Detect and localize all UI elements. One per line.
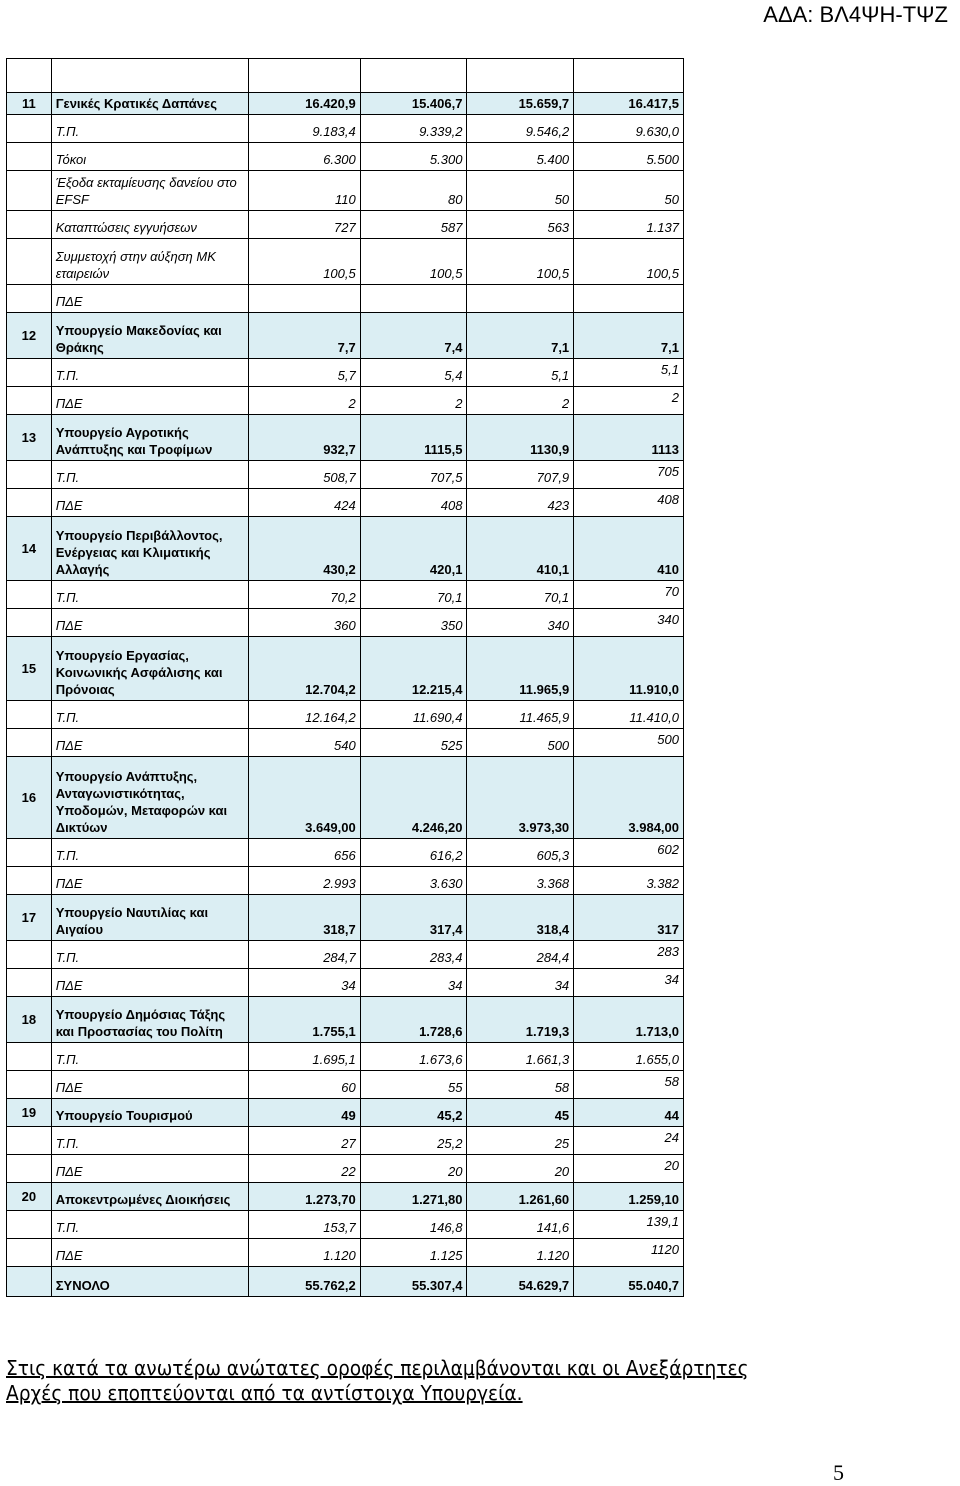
value-cell-year-4: 3.984,00 [574, 757, 684, 839]
value-cell-year-1: 60 [248, 1071, 360, 1099]
ministry-row [7, 637, 684, 701]
value-cell-year-1 [248, 59, 360, 93]
row-label: Τ.Π. [51, 115, 248, 143]
row-index: 13 [7, 415, 52, 461]
value-cell-year-3: 1.261,60 [467, 1183, 574, 1211]
value-cell-year-2: 25,2 [360, 1127, 467, 1155]
value-cell-year-4: 20 [574, 1155, 684, 1183]
value-cell-year-1: 318,7 [248, 895, 360, 941]
value-cell-year-2: 1.728,6 [360, 997, 467, 1043]
value-cell-year-3: 1.661,3 [467, 1043, 574, 1071]
table-row [7, 969, 684, 997]
page-number: 5 [833, 1460, 844, 1485]
value-cell-year-1: 1.273,70 [248, 1183, 360, 1211]
table-row [7, 1211, 684, 1239]
ministry-row [7, 1099, 684, 1127]
row-label: ΠΔΕ [51, 609, 248, 637]
value-cell-year-3: 141,6 [467, 1211, 574, 1239]
value-cell-year-2: 55 [360, 1071, 467, 1099]
row-index [7, 1155, 52, 1183]
value-cell-year-2 [360, 285, 467, 313]
row-index: 19 [7, 1099, 52, 1127]
row-label: Τ.Π. [51, 1043, 248, 1071]
table-row [7, 359, 684, 387]
table-row [7, 171, 684, 211]
row-index: 17 [7, 895, 52, 941]
value-cell-year-3: 5.400 [467, 143, 574, 171]
value-cell-year-1: 16.420,9 [248, 93, 360, 115]
table-row [7, 115, 684, 143]
row-label: Υπουργείο Τουρισμού [51, 1099, 248, 1127]
row-index [7, 729, 52, 757]
row-index: 14 [7, 517, 52, 581]
value-cell-year-4: 317 [574, 895, 684, 941]
value-cell-year-1: 70,2 [248, 581, 360, 609]
value-cell-year-1: 284,7 [248, 941, 360, 969]
row-index [7, 867, 52, 895]
table-row [7, 941, 684, 969]
row-label: Υπουργείο Μακεδονίας και Θράκης [51, 313, 248, 359]
value-cell-year-4: 34 [574, 969, 684, 997]
value-cell-year-3: 15.659,7 [467, 93, 574, 115]
value-cell-year-3: 25 [467, 1127, 574, 1155]
value-cell-year-3: 9.546,2 [467, 115, 574, 143]
row-index [7, 1071, 52, 1099]
value-cell-year-3: 284,4 [467, 941, 574, 969]
row-label: Τ.Π. [51, 359, 248, 387]
value-cell-year-1: 2 [248, 387, 360, 415]
value-cell-year-4: 1113 [574, 415, 684, 461]
value-cell-year-1: 727 [248, 211, 360, 239]
row-index [7, 59, 52, 93]
row-index [7, 211, 52, 239]
value-cell-year-3: 100,5 [467, 239, 574, 285]
value-cell-year-3 [467, 59, 574, 93]
value-cell-year-1: 9.183,4 [248, 115, 360, 143]
ministry-row [7, 895, 684, 941]
value-cell-year-2: 2 [360, 387, 467, 415]
value-cell-year-1: 49 [248, 1099, 360, 1127]
value-cell-year-1: 7,7 [248, 313, 360, 359]
value-cell-year-4: 11.910,0 [574, 637, 684, 701]
value-cell-year-4: 11.410,0 [574, 701, 684, 729]
row-index [7, 1239, 52, 1267]
row-label: ΠΔΕ [51, 867, 248, 895]
value-cell-year-3: 2 [467, 387, 574, 415]
value-cell-year-2: 3.630 [360, 867, 467, 895]
row-index [7, 839, 52, 867]
value-cell-year-2: 20 [360, 1155, 467, 1183]
value-cell-year-2: 100,5 [360, 239, 467, 285]
value-cell-year-1: 6.300 [248, 143, 360, 171]
value-cell-year-3: 20 [467, 1155, 574, 1183]
value-cell-year-4: 16.417,5 [574, 93, 684, 115]
value-cell-year-1: 430,2 [248, 517, 360, 581]
value-cell-year-1: 12.164,2 [248, 701, 360, 729]
row-label: Τ.Π. [51, 1211, 248, 1239]
value-cell-year-3: 58 [467, 1071, 574, 1099]
table-row [7, 1155, 684, 1183]
value-cell-year-4: 3.382 [574, 867, 684, 895]
row-index: 18 [7, 997, 52, 1043]
value-cell-year-3: 605,3 [467, 839, 574, 867]
table-row [7, 59, 684, 93]
value-cell-year-2: 525 [360, 729, 467, 757]
ministry-row [7, 313, 684, 359]
value-cell-year-3: 563 [467, 211, 574, 239]
table-row [7, 1239, 684, 1267]
value-cell-year-3: 1.719,3 [467, 997, 574, 1043]
value-cell-year-2 [360, 59, 467, 93]
value-cell-year-2: 5,4 [360, 359, 467, 387]
table-row [7, 461, 684, 489]
value-cell-year-1: 55.762,2 [248, 1267, 360, 1297]
value-cell-year-4 [574, 59, 684, 93]
value-cell-year-1: 2.993 [248, 867, 360, 895]
value-cell-year-3: 7,1 [467, 313, 574, 359]
row-label: ΠΔΕ [51, 489, 248, 517]
total-row [7, 1267, 684, 1297]
table-row [7, 701, 684, 729]
row-label: ΠΔΕ [51, 1239, 248, 1267]
ministry-row [7, 1183, 684, 1211]
value-cell-year-3: 70,1 [467, 581, 574, 609]
table-row [7, 1071, 684, 1099]
row-index [7, 461, 52, 489]
value-cell-year-4: 5.500 [574, 143, 684, 171]
row-index [7, 1127, 52, 1155]
row-index [7, 171, 52, 211]
value-cell-year-1: 34 [248, 969, 360, 997]
value-cell-year-4: 340 [574, 609, 684, 637]
value-cell-year-1: 5,7 [248, 359, 360, 387]
value-cell-year-1: 100,5 [248, 239, 360, 285]
ministry-row [7, 415, 684, 461]
value-cell-year-3: 500 [467, 729, 574, 757]
value-cell-year-2: 12.215,4 [360, 637, 467, 701]
row-label: Έξοδα εκταμίευσης δανείου στο EFSF [51, 171, 248, 211]
value-cell-year-1: 1.120 [248, 1239, 360, 1267]
value-cell-year-4: 55.040,7 [574, 1267, 684, 1297]
ministry-row [7, 997, 684, 1043]
row-label: ΠΔΕ [51, 969, 248, 997]
value-cell-year-2: 587 [360, 211, 467, 239]
ada-identifier: ΑΔΑ: ΒΛ4ΨΗ-ΤΨΖ [763, 2, 948, 27]
value-cell-year-2: 350 [360, 609, 467, 637]
value-cell-year-4: 283 [574, 941, 684, 969]
row-label: Τ.Π. [51, 1127, 248, 1155]
row-index [7, 489, 52, 517]
value-cell-year-4: 1.655,0 [574, 1043, 684, 1071]
value-cell-year-4: 44 [574, 1099, 684, 1127]
row-index [7, 387, 52, 415]
row-index [7, 581, 52, 609]
row-label: Τ.Π. [51, 701, 248, 729]
value-cell-year-2: 34 [360, 969, 467, 997]
value-cell-year-3 [467, 285, 574, 313]
value-cell-year-2: 408 [360, 489, 467, 517]
row-label: Υπουργείο Εργασίας, Κοινωνικής Ασφάλισης και Πρόνοιας [51, 637, 248, 701]
value-cell-year-3: 3.973,30 [467, 757, 574, 839]
row-index [7, 239, 52, 285]
table-row [7, 729, 684, 757]
row-index: 11 [7, 93, 52, 115]
value-cell-year-2: 15.406,7 [360, 93, 467, 115]
row-index [7, 115, 52, 143]
row-label: ΣΥΝΟΛΟ [51, 1267, 248, 1297]
table-row [7, 839, 684, 867]
table-body [7, 59, 684, 1297]
value-cell-year-2: 55.307,4 [360, 1267, 467, 1297]
table-row [7, 285, 684, 313]
value-cell-year-4: 50 [574, 171, 684, 211]
value-cell-year-2: 1.271,80 [360, 1183, 467, 1211]
value-cell-year-4: 705 [574, 461, 684, 489]
row-label: Αποκεντρωμένες Διοικήσεις [51, 1183, 248, 1211]
value-cell-year-4: 1.137 [574, 211, 684, 239]
value-cell-year-4: 602 [574, 839, 684, 867]
value-cell-year-2: 616,2 [360, 839, 467, 867]
value-cell-year-4: 1.259,10 [574, 1183, 684, 1211]
row-label: ΠΔΕ [51, 387, 248, 415]
value-cell-year-3: 11.465,9 [467, 701, 574, 729]
value-cell-year-3: 54.629,7 [467, 1267, 574, 1297]
row-label: Υπουργείο Ανάπτυξης, Ανταγωνιστικότητας, Υποδομών, Μεταφορών και Δικτύων [51, 757, 248, 839]
row-label: Υπουργείο Ναυτιλίας και Αιγαίου [51, 895, 248, 941]
row-label: ΠΔΕ [51, 285, 248, 313]
value-cell-year-2: 5.300 [360, 143, 467, 171]
value-cell-year-3: 34 [467, 969, 574, 997]
row-label: Τ.Π. [51, 461, 248, 489]
ministry-row [7, 517, 684, 581]
row-label: Υπουργείο Περιβάλλοντος, Ενέργειας και Κλιματικής Αλλαγής [51, 517, 248, 581]
value-cell-year-4: 139,1 [574, 1211, 684, 1239]
value-cell-year-2: 283,4 [360, 941, 467, 969]
value-cell-year-4: 408 [574, 489, 684, 517]
row-label: Γενικές Κρατικές Δαπάνες [51, 93, 248, 115]
row-index [7, 359, 52, 387]
value-cell-year-1: 3.649,00 [248, 757, 360, 839]
value-cell-year-1: 22 [248, 1155, 360, 1183]
value-cell-year-3: 5,1 [467, 359, 574, 387]
table-row [7, 211, 684, 239]
row-label: Καταπτώσεις εγγυήσεων [51, 211, 248, 239]
value-cell-year-4: 1.713,0 [574, 997, 684, 1043]
row-index [7, 701, 52, 729]
value-cell-year-4 [574, 285, 684, 313]
row-index: 20 [7, 1183, 52, 1211]
value-cell-year-3: 1.120 [467, 1239, 574, 1267]
value-cell-year-1: 27 [248, 1127, 360, 1155]
value-cell-year-3: 11.965,9 [467, 637, 574, 701]
value-cell-year-2: 11.690,4 [360, 701, 467, 729]
value-cell-year-4: 100,5 [574, 239, 684, 285]
row-label: Συμμετοχή στην αύξηση ΜΚ εταιρειών [51, 239, 248, 285]
value-cell-year-2: 70,1 [360, 581, 467, 609]
value-cell-year-2: 1115,5 [360, 415, 467, 461]
value-cell-year-1: 656 [248, 839, 360, 867]
value-cell-year-1: 540 [248, 729, 360, 757]
budget-ceilings-table [6, 58, 684, 1297]
value-cell-year-2: 1.673,6 [360, 1043, 467, 1071]
value-cell-year-4: 5,1 [574, 359, 684, 387]
row-label: Τ.Π. [51, 839, 248, 867]
table-row [7, 143, 684, 171]
value-cell-year-4: 9.630,0 [574, 115, 684, 143]
row-label: Υπουργείο Αγροτικής Ανάπτυξης και Τροφίμων [51, 415, 248, 461]
table-row [7, 239, 684, 285]
value-cell-year-1: 1.695,1 [248, 1043, 360, 1071]
table-row [7, 387, 684, 415]
row-label: ΠΔΕ [51, 1071, 248, 1099]
row-label: ΠΔΕ [51, 729, 248, 757]
value-cell-year-1: 1.755,1 [248, 997, 360, 1043]
value-cell-year-1: 110 [248, 171, 360, 211]
value-cell-year-3: 423 [467, 489, 574, 517]
value-cell-year-3: 50 [467, 171, 574, 211]
row-index [7, 1267, 52, 1297]
value-cell-year-2: 146,8 [360, 1211, 467, 1239]
row-label [51, 59, 248, 93]
row-label: Τ.Π. [51, 941, 248, 969]
value-cell-year-1: 508,7 [248, 461, 360, 489]
value-cell-year-4: 70 [574, 581, 684, 609]
row-index [7, 1043, 52, 1071]
value-cell-year-4: 7,1 [574, 313, 684, 359]
table-row [7, 489, 684, 517]
value-cell-year-4: 2 [574, 387, 684, 415]
row-index [7, 969, 52, 997]
row-label: Τόκοι [51, 143, 248, 171]
table-row [7, 867, 684, 895]
value-cell-year-2: 4.246,20 [360, 757, 467, 839]
value-cell-year-2: 80 [360, 171, 467, 211]
value-cell-year-1: 360 [248, 609, 360, 637]
value-cell-year-3: 1130,9 [467, 415, 574, 461]
value-cell-year-1: 153,7 [248, 1211, 360, 1239]
ministry-row [7, 757, 684, 839]
footnote-note: Στις κατά τα ανωτέρω ανώτατες οροφές περιλαμβάνονται και οι Ανεξάρτητες Αρχές που εποπτεύονται από τα αντίστοιχα Υπουργεία. [6, 1356, 749, 1405]
row-index [7, 285, 52, 313]
value-cell-year-2: 707,5 [360, 461, 467, 489]
value-cell-year-3: 45 [467, 1099, 574, 1127]
value-cell-year-3: 3.368 [467, 867, 574, 895]
value-cell-year-3: 410,1 [467, 517, 574, 581]
row-index [7, 609, 52, 637]
table-row [7, 581, 684, 609]
value-cell-year-2: 9.339,2 [360, 115, 467, 143]
row-label: Τ.Π. [51, 581, 248, 609]
row-index: 16 [7, 757, 52, 839]
row-index [7, 1211, 52, 1239]
value-cell-year-4: 1120 [574, 1239, 684, 1267]
table-row [7, 609, 684, 637]
value-cell-year-3: 707,9 [467, 461, 574, 489]
value-cell-year-1: 424 [248, 489, 360, 517]
value-cell-year-1: 12.704,2 [248, 637, 360, 701]
value-cell-year-1 [248, 285, 360, 313]
row-index [7, 143, 52, 171]
table-row [7, 1043, 684, 1071]
row-index: 15 [7, 637, 52, 701]
ministry-row [7, 93, 684, 115]
value-cell-year-2: 420,1 [360, 517, 467, 581]
value-cell-year-2: 1.125 [360, 1239, 467, 1267]
value-cell-year-4: 500 [574, 729, 684, 757]
value-cell-year-2: 317,4 [360, 895, 467, 941]
value-cell-year-2: 45,2 [360, 1099, 467, 1127]
row-label: ΠΔΕ [51, 1155, 248, 1183]
value-cell-year-4: 24 [574, 1127, 684, 1155]
value-cell-year-4: 410 [574, 517, 684, 581]
value-cell-year-1: 932,7 [248, 415, 360, 461]
value-cell-year-3: 340 [467, 609, 574, 637]
row-label: Υπουργείο Δημόσιας Τάξης και Προστασίας του Πολίτη [51, 997, 248, 1043]
row-index: 12 [7, 313, 52, 359]
value-cell-year-4: 58 [574, 1071, 684, 1099]
value-cell-year-2: 7,4 [360, 313, 467, 359]
row-index [7, 941, 52, 969]
value-cell-year-3: 318,4 [467, 895, 574, 941]
table-row [7, 1127, 684, 1155]
